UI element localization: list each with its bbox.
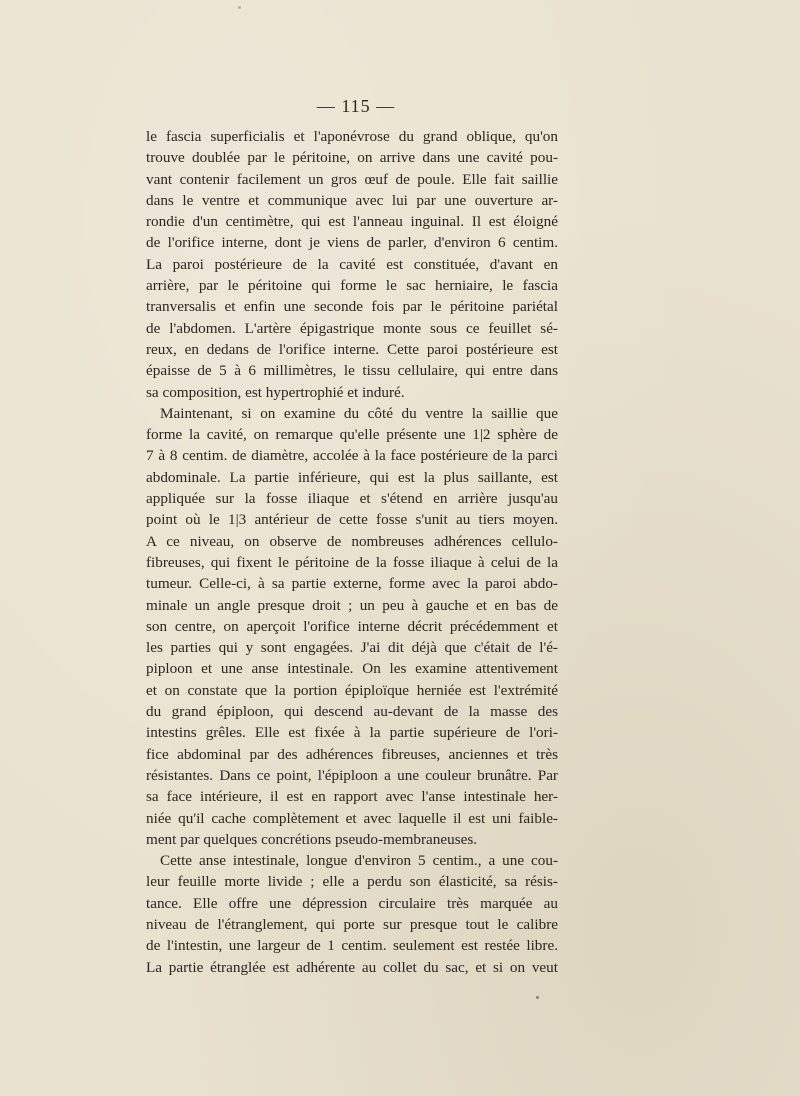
text-line: fice abdominal par des adhérences fibreuses, anciennes et très xyxy=(146,745,558,763)
text-line: dans le ventre et communique avec lui par une ouverture ar- xyxy=(146,191,558,209)
text-line: 7 à 8 centim. de diamètre, accolée à la face postérieure de la parci xyxy=(146,447,558,465)
text-line: niveau de l'étranglement, qui porte sur presque tout le calibre xyxy=(146,915,558,933)
text-line: forme la cavité, on remarque qu'elle présente une 1|2 sphère de xyxy=(146,426,558,444)
text-line: arrière, par le péritoine qui forme le sac herniaire, le fascia xyxy=(146,277,558,295)
paragraph-start-line: Cette anse intestinale, longue d'environ 5 centim., a une cou- xyxy=(160,852,558,870)
text-line: La paroi postérieure de la cavité est constituée, d'avant en xyxy=(146,255,558,273)
text-line: fibreuses, qui fixent le péritoine de la fosse iliaque à celui de la xyxy=(146,553,558,571)
text-line: épaisse de 5 à 6 millimètres, le tissu cellulaire, qui entre dans xyxy=(146,362,558,380)
text-line: minale un angle presque droit ; un peu à gauche et en bas de xyxy=(146,596,558,614)
body-text xyxy=(146,126,558,978)
text-line: le fascia superficialis et l'aponévrose du grand oblique, qu'on xyxy=(146,128,558,145)
text-line: du grand épiploon, qui descend au-devant de la masse des xyxy=(146,703,558,721)
text-line: les parties qui y sont engagées. J'ai dit déjà que c'était de l'é- xyxy=(146,639,558,657)
page-number: — 115 — xyxy=(316,96,396,116)
text-line: tance. Elle offre une dépression circulaire très marquée au xyxy=(146,894,558,912)
text-line: appliquée sur la fosse iliaque et s'étend en arrière jusqu'au xyxy=(146,490,558,508)
text-line: vant contenir facilement un gros œuf de poule. Elle fait saillie xyxy=(146,170,558,188)
text-line: de l'intestin, une largeur de 1 centim. seulement est restée libre. xyxy=(146,937,558,955)
text-line: trouve doublée par le péritoine, on arrive dans une cavité pou- xyxy=(146,149,558,167)
text-line: ment par quelques concrétions pseudo-membraneuses. xyxy=(146,830,478,848)
text-line: rondie d'un centimètre, qui est l'anneau inguinal. Il est éloigné xyxy=(146,213,558,231)
text-line: tumeur. Celle-ci, à sa partie externe, forme avec la paroi abdo- xyxy=(146,575,558,593)
paragraph-start-line: Maintenant, si on examine du côté du ventre la saillie que xyxy=(160,404,558,422)
text-line: La partie étranglée est adhérente au collet du sac, et si on veut xyxy=(146,958,558,976)
text-line: de l'orifice interne, dont je viens de parler, d'environ 6 centim. xyxy=(146,234,558,252)
text-line: point où le 1|3 antérieur de cette fosse s'unit au tiers moyen. xyxy=(146,511,558,529)
text-line: de l'abdomen. L'artère épigastrique monte sous ce feuillet sé- xyxy=(146,319,558,337)
text-line: leur feuille morte livide ; elle a perdu son élasticité, sa résis- xyxy=(146,873,558,891)
paper-speck xyxy=(238,6,241,9)
text-line: son centre, on aperçoit l'orifice interne décrit précédemment et xyxy=(146,617,558,635)
text-line: abdominale. La partie inférieure, qui est la plus saillante, est xyxy=(146,468,558,486)
text-line: résistantes. Dans ce point, l'épiploon a une couleur brunâtre. Par xyxy=(146,766,558,784)
text-line: reux, en dedans de l'orifice interne. Cette paroi postérieure est xyxy=(146,340,558,358)
text-line: et on constate que la portion épiploïque herniée est l'extrémité xyxy=(146,681,558,699)
text-line: intestins grêles. Elle est fixée à la partie supérieure de l'ori- xyxy=(146,724,558,742)
text-line: sa composition, est hypertrophié et induré. xyxy=(146,383,405,401)
text-line: A ce niveau, on observe de nombreuses adhérences cellulo- xyxy=(146,532,558,550)
text-line: tranversalis et enfin une seconde fois par le péritoine pariétal xyxy=(146,298,558,316)
text-line: niée qu'il cache complètement et avec laquelle il est uni faible- xyxy=(146,809,558,827)
text-line: sa face intérieure, il est en rapport avec l'anse intestinale her- xyxy=(146,788,558,806)
paper-speck xyxy=(536,996,539,999)
text-line: piploon et une anse intestinale. On les examine attentivement xyxy=(146,660,558,678)
